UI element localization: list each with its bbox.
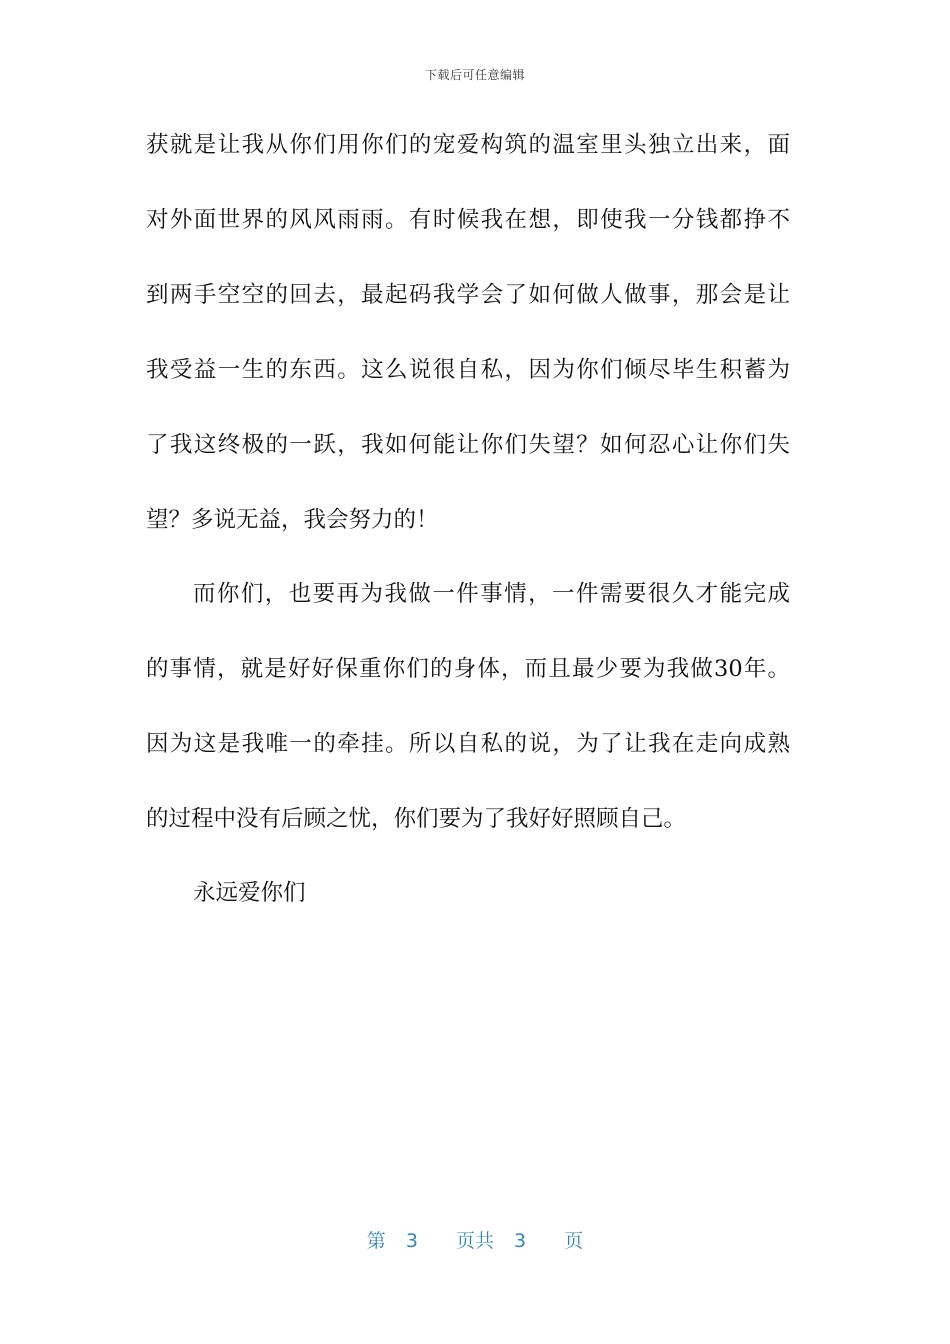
footer-prefix: 第 bbox=[366, 1230, 386, 1252]
body-line-5: 了我这终极的一跃，我如何能让你们失望？如何忍心让你们失 bbox=[146, 432, 790, 458]
page-header-note: 下载后可任意编辑 bbox=[424, 68, 525, 82]
footer-middle: 页共 bbox=[455, 1230, 494, 1252]
body-line-9: 因为这是我唯一的牵挂。所以自私的说，为了让我在走向成熟 bbox=[146, 731, 790, 757]
footer-suffix: 页 bbox=[564, 1230, 584, 1252]
body-line-7: 而你们，也要再为我做一件事情，一件需要很久才能完成 bbox=[193, 581, 790, 607]
footer-current-page: 3 bbox=[405, 1230, 418, 1252]
body-line-1: 获就是让我从你们用你们的宠爱构筑的温室里头独立出来，面 bbox=[146, 132, 790, 158]
body-line-6: 望？多说无益，我会努力的！ bbox=[146, 507, 439, 533]
body-line-8: 的事情，就是好好保重你们的身体，而且最少要为我做30年。 bbox=[146, 656, 790, 682]
body-line-10: 的过程中没有后顾之忧，你们要为了我好好照顾自己。 bbox=[146, 806, 687, 832]
body-line-3: 到两手空空的回去，最起码我学会了如何做人做事，那会是让 bbox=[146, 282, 790, 308]
footer-total-pages: 3 bbox=[514, 1230, 527, 1252]
closing-line: 永远爱你们 bbox=[193, 880, 306, 906]
body-line-2: 对外面世界的风风雨雨。有时候我在想，即使我一分钱都挣不 bbox=[146, 207, 790, 233]
page-footer bbox=[0, 1226, 950, 1253]
body-line-4: 我受益一生的东西。这么说很自私，因为你们倾尽毕生积蓄为 bbox=[146, 357, 790, 383]
